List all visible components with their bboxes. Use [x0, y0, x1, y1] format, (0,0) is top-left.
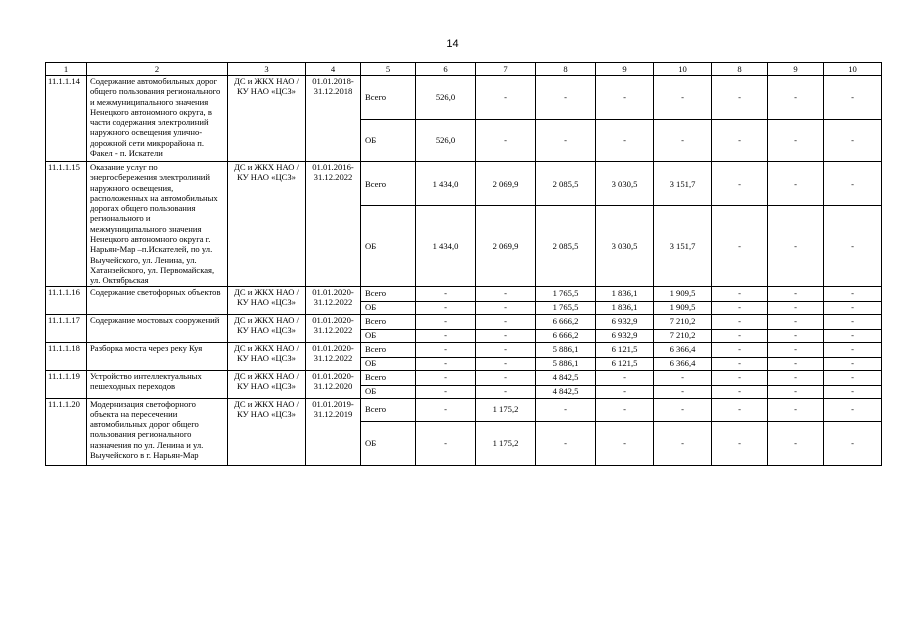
header-cell: 1 — [46, 63, 87, 76]
funding-source: Всего — [361, 286, 416, 301]
funding-value: - — [768, 421, 824, 465]
header-cell: 10 — [824, 63, 882, 76]
funding-value: - — [824, 385, 882, 398]
funding-value: 1 765,5 — [536, 301, 596, 314]
funding-value: 2 069,9 — [476, 162, 536, 206]
funding-value: - — [476, 370, 536, 385]
funding-value: - — [712, 301, 768, 314]
funding-source: ОБ — [361, 421, 416, 465]
funding-value: - — [712, 342, 768, 357]
header-cell: 2 — [87, 63, 228, 76]
funding-value: - — [712, 357, 768, 370]
funding-value: - — [476, 76, 536, 120]
funding-source: Всего — [361, 314, 416, 329]
funding-value: 3 151,7 — [654, 162, 712, 206]
header-cell: 8 — [536, 63, 596, 76]
header-cell: 3 — [228, 63, 306, 76]
funding-value: - — [654, 385, 712, 398]
funding-value: 3 151,7 — [654, 206, 712, 286]
funding-value: - — [654, 370, 712, 385]
funding-value: 6 932,9 — [596, 329, 654, 342]
funding-value: - — [654, 120, 712, 162]
funding-value: - — [712, 421, 768, 465]
funding-value: - — [768, 385, 824, 398]
funding-value: - — [768, 162, 824, 206]
funding-value: 7 210,2 — [654, 314, 712, 329]
funding-value: - — [712, 120, 768, 162]
funding-value: - — [416, 314, 476, 329]
funding-value: - — [824, 120, 882, 162]
activity-name: Устройство интеллектуальных пешеходных переходов — [87, 370, 228, 398]
funding-value: - — [712, 286, 768, 301]
funding-value: - — [536, 120, 596, 162]
funding-value: - — [596, 370, 654, 385]
funding-source: ОБ — [361, 385, 416, 398]
funding-value: 1 434,0 — [416, 206, 476, 286]
funding-value: - — [768, 370, 824, 385]
header-cell: 6 — [416, 63, 476, 76]
funding-value: - — [476, 120, 536, 162]
header-row — [46, 63, 882, 76]
activity-code: 11.1.1.19 — [46, 370, 87, 398]
funding-source: Всего — [361, 342, 416, 357]
funding-value: 7 210,2 — [654, 329, 712, 342]
funding-value: - — [712, 329, 768, 342]
funding-value: - — [416, 421, 476, 465]
table-row — [46, 162, 882, 206]
funding-value: - — [476, 329, 536, 342]
funding-value: - — [416, 342, 476, 357]
funding-value: - — [596, 421, 654, 465]
responsible-executor: ДС и ЖКХ НАО / КУ НАО «ЦСЗ» — [228, 398, 306, 465]
funding-value: - — [768, 314, 824, 329]
table-body — [46, 76, 882, 466]
funding-value: 4 842,5 — [536, 370, 596, 385]
funding-value: 2 085,5 — [536, 206, 596, 286]
activity-code: 11.1.1.18 — [46, 342, 87, 370]
funding-value: 5 886,1 — [536, 342, 596, 357]
funding-value: - — [768, 76, 824, 120]
funding-value: 6 121,5 — [596, 357, 654, 370]
activity-period: 01.01.2020-31.12.2022 — [306, 286, 361, 314]
funding-value: - — [824, 398, 882, 421]
responsible-executor: ДС и ЖКХ НАО / КУ НАО «ЦСЗ» — [228, 342, 306, 370]
funding-value: - — [476, 357, 536, 370]
funding-source: ОБ — [361, 329, 416, 342]
funding-value: - — [476, 301, 536, 314]
activity-name: Содержание мостовых сооружений — [87, 314, 228, 342]
program-activities-table — [45, 62, 882, 466]
funding-source: ОБ — [361, 357, 416, 370]
funding-value: - — [416, 301, 476, 314]
table-row — [46, 342, 882, 357]
funding-value: - — [596, 120, 654, 162]
table-row — [46, 286, 882, 301]
funding-value: - — [768, 206, 824, 286]
funding-value: - — [768, 357, 824, 370]
funding-value: - — [416, 385, 476, 398]
funding-value: - — [416, 357, 476, 370]
funding-value: 6 366,4 — [654, 342, 712, 357]
funding-value: - — [824, 329, 882, 342]
activity-name: Содержание автомобильных дорог общего пользования регионального и межмуниципального значения Ненецкого автономного округа, в части содержания электролиний наружного освещения улично-дорожной сети микрорайона п. Факел - п. Искатели — [87, 76, 228, 162]
funding-value: - — [768, 329, 824, 342]
header-cell: 4 — [306, 63, 361, 76]
funding-value: - — [654, 421, 712, 465]
activity-period: 01.01.2019-31.12.2019 — [306, 398, 361, 465]
funding-value: - — [712, 76, 768, 120]
funding-value: - — [416, 370, 476, 385]
funding-value: 1 175,2 — [476, 421, 536, 465]
funding-value: - — [768, 286, 824, 301]
responsible-executor: ДС и ЖКХ НАО / КУ НАО «ЦСЗ» — [228, 314, 306, 342]
activity-name: Разборка моста через реку Куя — [87, 342, 228, 370]
header-cell: 8 — [712, 63, 768, 76]
responsible-executor: ДС и ЖКХ НАО / КУ НАО «ЦСЗ» — [228, 162, 306, 287]
funding-value: - — [654, 76, 712, 120]
funding-value: - — [768, 301, 824, 314]
funding-value: - — [768, 120, 824, 162]
activity-period: 01.01.2020-31.12.2020 — [306, 370, 361, 398]
funding-value: - — [416, 329, 476, 342]
header-cell: 9 — [596, 63, 654, 76]
funding-value: - — [824, 162, 882, 206]
funding-value: - — [712, 162, 768, 206]
activity-period: 01.01.2018-31.12.2018 — [306, 76, 361, 162]
funding-value: - — [824, 206, 882, 286]
funding-value: 1 434,0 — [416, 162, 476, 206]
funding-value: - — [596, 385, 654, 398]
funding-value: 1 836,1 — [596, 286, 654, 301]
funding-value: 1 765,5 — [536, 286, 596, 301]
page-number: 14 — [446, 38, 459, 50]
funding-value: - — [824, 301, 882, 314]
funding-value: 4 842,5 — [536, 385, 596, 398]
table-row — [46, 76, 882, 120]
funding-value: - — [476, 385, 536, 398]
funding-value: - — [596, 76, 654, 120]
funding-value: - — [712, 370, 768, 385]
table-row — [46, 398, 882, 421]
funding-value: 6 121,5 — [596, 342, 654, 357]
funding-source: ОБ — [361, 206, 416, 286]
activity-name: Содержание светофорных объектов — [87, 286, 228, 314]
funding-value: 526,0 — [416, 76, 476, 120]
funding-value: 1 836,1 — [596, 301, 654, 314]
funding-value: - — [536, 421, 596, 465]
funding-value: 6 666,2 — [536, 314, 596, 329]
funding-value: 1 909,5 — [654, 301, 712, 314]
responsible-executor: ДС и ЖКХ НАО / КУ НАО «ЦСЗ» — [228, 370, 306, 398]
activity-code: 11.1.1.17 — [46, 314, 87, 342]
funding-value: - — [712, 314, 768, 329]
funding-source: Всего — [361, 370, 416, 385]
funding-source: ОБ — [361, 301, 416, 314]
activity-period: 01.01.2020-31.12.2022 — [306, 314, 361, 342]
funding-value: - — [416, 286, 476, 301]
activity-name: Оказание услуг по энергосбережения электролиний наружного освещения, расположенных на автомобильных дорогах общего пользования регионального и межмуниципального значения Ненецкого автономного округа г. Нарьян-Мар –п.Искателей, по ул. Выучейского, ул. Ленина, ул. Хатанзейского, ул. Первомайская, ул. Октябрьская — [87, 162, 228, 287]
funding-value: 6 932,9 — [596, 314, 654, 329]
funding-value: - — [476, 342, 536, 357]
activity-name: Модернизация светофорного объекта на пересечении автомобильных дорог общего пользования регионального назначения по ул. Ленина и ул. Выучейского в г. Нарьян-Мар — [87, 398, 228, 465]
table-row — [46, 314, 882, 329]
funding-source: ОБ — [361, 120, 416, 162]
funding-value: - — [654, 398, 712, 421]
funding-value: - — [596, 398, 654, 421]
funding-value: 6 366,4 — [654, 357, 712, 370]
funding-value: - — [416, 398, 476, 421]
funding-value: 2 085,5 — [536, 162, 596, 206]
funding-value: - — [476, 314, 536, 329]
funding-value: 3 030,5 — [596, 206, 654, 286]
funding-value: - — [824, 76, 882, 120]
header-cell: 9 — [768, 63, 824, 76]
funding-value: - — [768, 342, 824, 357]
funding-value: - — [476, 286, 536, 301]
funding-value: 3 030,5 — [596, 162, 654, 206]
funding-value: - — [824, 286, 882, 301]
funding-value: 2 069,9 — [476, 206, 536, 286]
funding-value: - — [712, 385, 768, 398]
table-row — [46, 370, 882, 385]
activity-code: 11.1.1.14 — [46, 76, 87, 162]
funding-value: 5 886,1 — [536, 357, 596, 370]
activity-period: 01.01.2020-31.12.2022 — [306, 342, 361, 370]
funding-value: - — [824, 314, 882, 329]
activity-period: 01.01.2016-31.12.2022 — [306, 162, 361, 287]
funding-value: - — [824, 370, 882, 385]
funding-source: Всего — [361, 398, 416, 421]
funding-source: Всего — [361, 76, 416, 120]
header-cell: 10 — [654, 63, 712, 76]
funding-value: 526,0 — [416, 120, 476, 162]
activity-code: 11.1.1.15 — [46, 162, 87, 287]
funding-value: - — [712, 398, 768, 421]
funding-value: - — [824, 421, 882, 465]
header-cell: 5 — [361, 63, 416, 76]
funding-value: - — [712, 206, 768, 286]
funding-value: 6 666,2 — [536, 329, 596, 342]
responsible-executor: ДС и ЖКХ НАО / КУ НАО «ЦСЗ» — [228, 76, 306, 162]
activity-code: 11.1.1.16 — [46, 286, 87, 314]
header-cell: 7 — [476, 63, 536, 76]
funding-value: - — [536, 398, 596, 421]
funding-value: 1 909,5 — [654, 286, 712, 301]
funding-value: - — [768, 398, 824, 421]
funding-value: - — [536, 76, 596, 120]
funding-source: Всего — [361, 162, 416, 206]
activity-code: 11.1.1.20 — [46, 398, 87, 465]
funding-value: - — [824, 342, 882, 357]
funding-value: - — [824, 357, 882, 370]
responsible-executor: ДС и ЖКХ НАО / КУ НАО «ЦСЗ» — [228, 286, 306, 314]
funding-value: 1 175,2 — [476, 398, 536, 421]
